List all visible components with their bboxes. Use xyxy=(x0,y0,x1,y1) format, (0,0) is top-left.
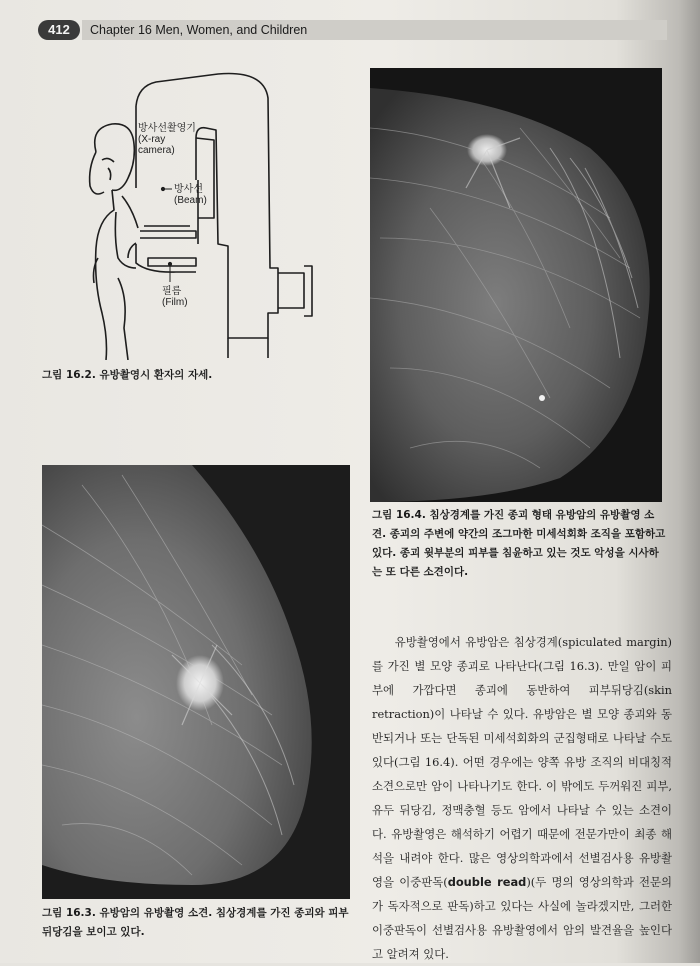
figure-16-4-caption: 그림 16.4. 침상경계를 가진 종괴 형태 유방암의 유방촬영 소견. 종괴의 주변에 약간의 조그마한 미세석회화 조직을 포함하고 있다. 종괴 윗부분의 피부를 침윤하고 있는 것도 악성을 시사하는 또 다른 소견이다. xyxy=(372,509,666,578)
figure-16-2-caption: 그림 16.2. 유방촬영시 환자의 자세. xyxy=(42,369,213,381)
body-text-bold: double read xyxy=(447,875,527,889)
film-label: 필름 (Film) xyxy=(162,286,188,308)
mammography-machine-drawing xyxy=(78,68,328,360)
body-text-part-1: 유방촬영에서 유방암은 침상경계(spiculated margin)를 가진 별 모양 종괴로 나타난다(그림 16.3). 만일 암이 피부에 가깝다면 종괴에 동반하여 피부뒤당김(skin retraction)이 나타날 수 있다. 유방암은 별 모양 종괴와 동반되거나 또는 단독된 미세석회화의 군집형태로 나타날 수도 있다(그림 16.4). 어떤 경우에는 양쪽 유방 조직의 비대칭적 소견으로만 암이 나타나기도 한다. 이 밖에도 두꺼워진 피부, 유두 뒤당김, 정맥충혈 등도 암에서 나타날 수 있는 소견이다. 유방촬영은 해석하기 어렵기 때문에 전문가만이 최종 해석을 내려야 한다. 많은 영상의학과에서 선별검사용 유방촬영을 이중판독( xyxy=(372,635,672,889)
figure-16-3-mammogram xyxy=(42,465,350,899)
body-paragraph xyxy=(372,630,672,966)
mammography-position-diagram xyxy=(78,68,328,360)
beam-label: 방사선 (Beam) xyxy=(174,184,207,206)
figure-16-3-caption: 그림 16.3. 유방암의 유방촬영 소견. 침상경계를 가진 종괴와 피부 뒤당김을 보이고 있다. xyxy=(42,907,349,938)
xray-camera-label: 방사선촬영기 (X-ray camera) xyxy=(138,123,196,156)
figure-16-4-mammogram xyxy=(370,68,662,502)
body-text-part-2: )(두 명의 영상의학과 전문의가 독자적으로 판독)하고 있다는 사실에 놀라겠지만, 그러한 이중판독이 선별검사용 유방촬영에서 암의 발견율을 높인다고 알려져 있다. xyxy=(372,875,672,961)
chapter-title: Chapter 16 Men, Women, and Children xyxy=(90,23,308,37)
page-number: 412 xyxy=(38,20,80,40)
